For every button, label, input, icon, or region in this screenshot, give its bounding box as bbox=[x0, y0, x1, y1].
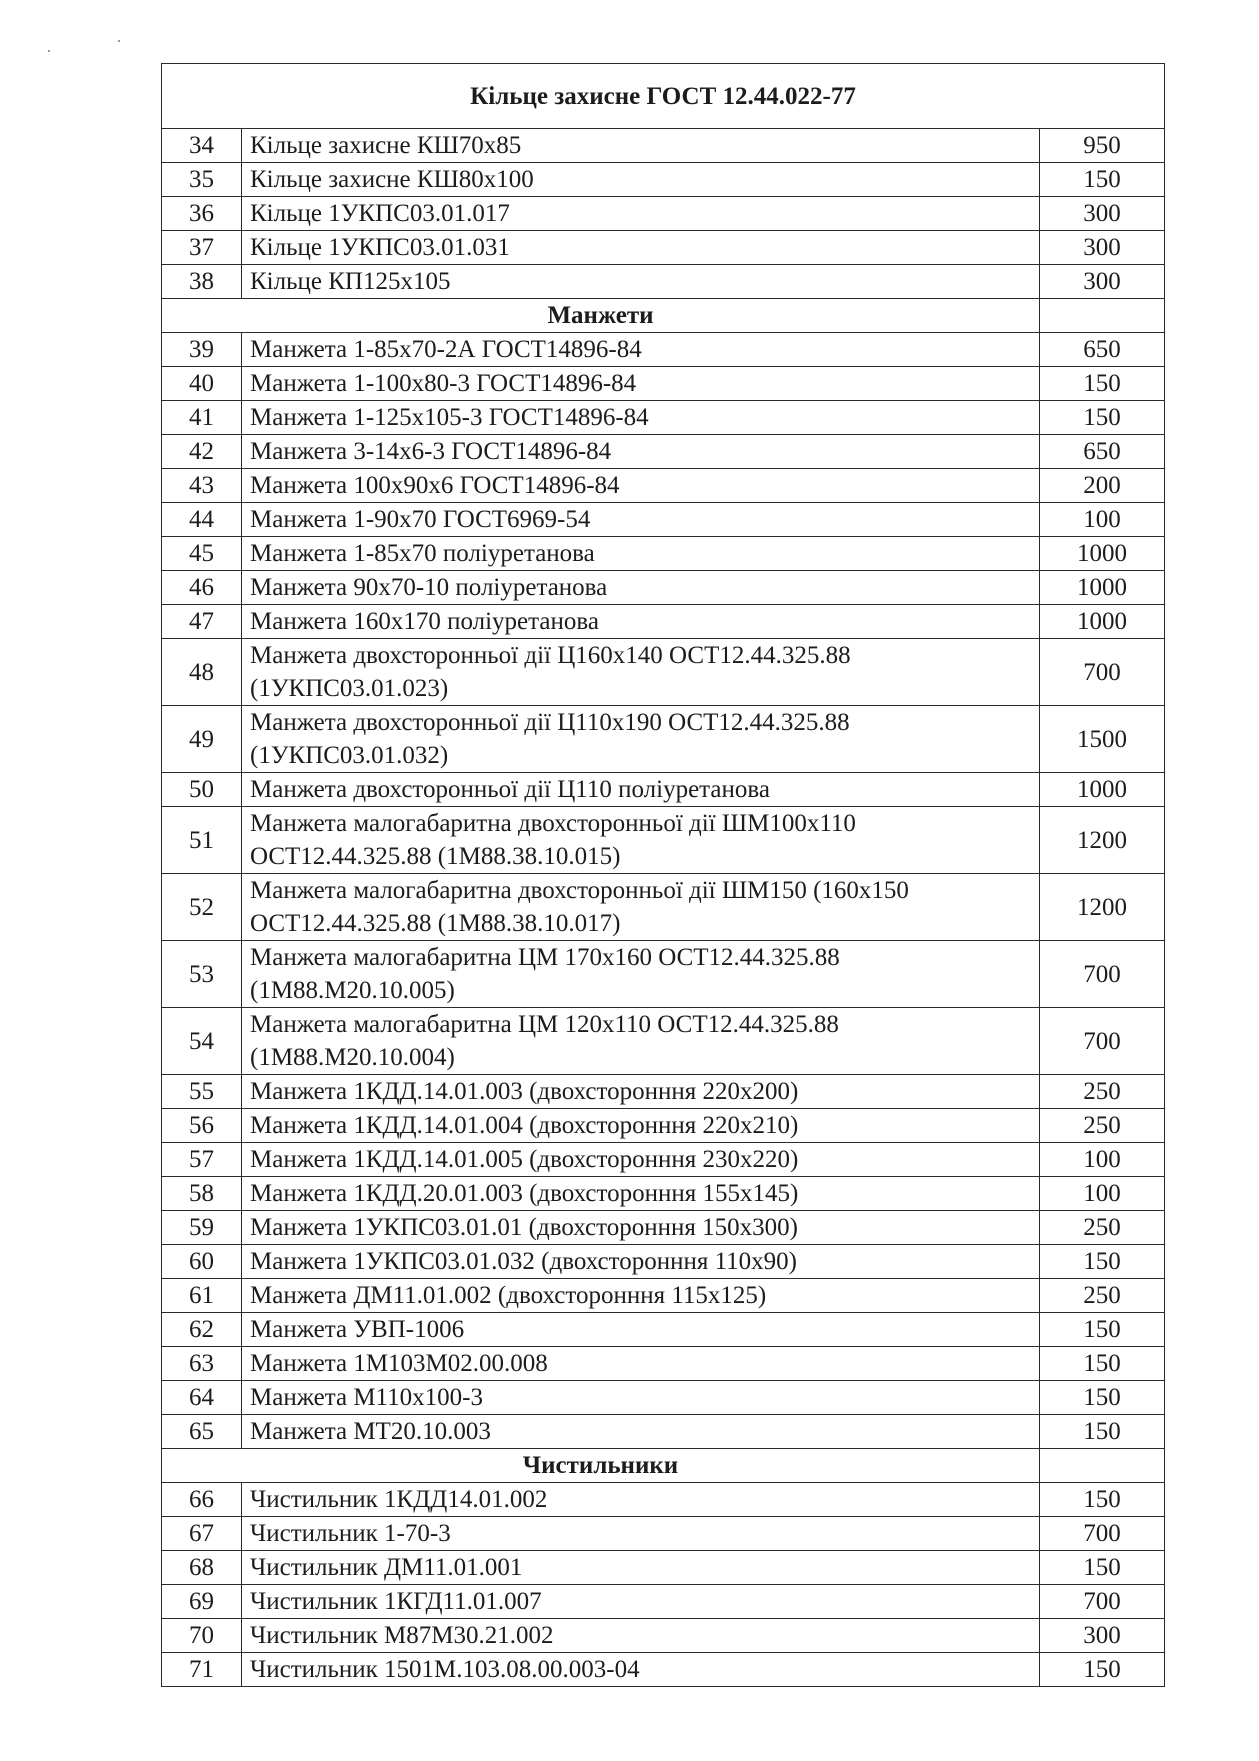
table-row bbox=[162, 333, 1165, 367]
item-name: Чистильник 1КГД11.01.007 bbox=[242, 1585, 1040, 1619]
table-row bbox=[162, 503, 1165, 537]
item-name: Манжета малогабаритна ЦМ 170х160 ОСТ12.44.325.88 (1М88.М20.10.005) bbox=[242, 941, 1040, 1008]
row-number: 58 bbox=[162, 1177, 242, 1211]
item-quantity: 1000 bbox=[1039, 537, 1164, 571]
table-row bbox=[162, 1415, 1165, 1449]
item-name: Манжета ДМ11.01.002 (двохсторонння 115х125) bbox=[242, 1279, 1040, 1313]
table-row bbox=[162, 163, 1165, 197]
item-quantity: 150 bbox=[1039, 1245, 1164, 1279]
item-name: Манжета двохсторонньої дії Ц110х190 ОСТ12.44.325.88 (1УКПС03.01.032) bbox=[242, 706, 1040, 773]
table-row bbox=[162, 874, 1165, 941]
item-name: Манжета 160х170 поліуретанова bbox=[242, 605, 1040, 639]
row-number: 50 bbox=[162, 773, 242, 807]
item-quantity: 1200 bbox=[1039, 807, 1164, 874]
item-quantity: 1000 bbox=[1039, 773, 1164, 807]
table-row bbox=[162, 435, 1165, 469]
item-quantity: 950 bbox=[1039, 129, 1164, 163]
row-number: 57 bbox=[162, 1143, 242, 1177]
table-row bbox=[162, 537, 1165, 571]
row-number: 40 bbox=[162, 367, 242, 401]
row-number: 43 bbox=[162, 469, 242, 503]
item-name: Манжета малогабаритна двохсторонньої дії ШМ100х110 ОСТ12.44.325.88 (1М88.38.10.015) bbox=[242, 807, 1040, 874]
item-name: Манжета 1КДД.14.01.003 (двохсторонння 220х200) bbox=[242, 1075, 1040, 1109]
item-name: Чистильник М87М30.21.002 bbox=[242, 1619, 1040, 1653]
table-row bbox=[162, 1551, 1165, 1585]
item-quantity: 250 bbox=[1039, 1109, 1164, 1143]
item-quantity: 150 bbox=[1039, 1381, 1164, 1415]
item-quantity: 100 bbox=[1039, 1143, 1164, 1177]
item-quantity: 150 bbox=[1039, 367, 1164, 401]
row-number: 38 bbox=[162, 265, 242, 299]
item-quantity: 250 bbox=[1039, 1075, 1164, 1109]
table-row bbox=[162, 1313, 1165, 1347]
section-row bbox=[162, 299, 1165, 333]
table-row bbox=[162, 1279, 1165, 1313]
item-name: Манжета 1УКПС03.01.032 (двохсторонння 110х90) bbox=[242, 1245, 1040, 1279]
item-quantity: 700 bbox=[1039, 1585, 1164, 1619]
section-heading: Чистильники bbox=[162, 1449, 1040, 1483]
row-number: 36 bbox=[162, 197, 242, 231]
item-name: Манжета 1-85х70-2А ГОСТ14896-84 bbox=[242, 333, 1040, 367]
item-name: Манжета малогабаритна ЦМ 120х110 ОСТ12.44.325.88 (1М88.М20.10.004) bbox=[242, 1008, 1040, 1075]
item-quantity: 300 bbox=[1039, 197, 1164, 231]
table-row bbox=[162, 807, 1165, 874]
item-quantity: 700 bbox=[1039, 1008, 1164, 1075]
item-name: Кільце захисне КШ80х100 bbox=[242, 163, 1040, 197]
item-quantity: 200 bbox=[1039, 469, 1164, 503]
table-row bbox=[162, 1347, 1165, 1381]
table-row bbox=[162, 469, 1165, 503]
table-row bbox=[162, 706, 1165, 773]
item-name: Манжета М110х100-3 bbox=[242, 1381, 1040, 1415]
item-quantity: 1000 bbox=[1039, 605, 1164, 639]
table-row bbox=[162, 197, 1165, 231]
item-quantity: 150 bbox=[1039, 401, 1164, 435]
item-name: Манжета 1КДД.20.01.003 (двохсторонння 155х145) bbox=[242, 1177, 1040, 1211]
item-name: Манжета 90х70-10 поліуретанова bbox=[242, 571, 1040, 605]
table-row bbox=[162, 231, 1165, 265]
table-row bbox=[162, 1517, 1165, 1551]
item-quantity: 650 bbox=[1039, 435, 1164, 469]
table-row bbox=[162, 1177, 1165, 1211]
row-number: 71 bbox=[162, 1653, 242, 1687]
row-number: 65 bbox=[162, 1415, 242, 1449]
table-row bbox=[162, 571, 1165, 605]
row-number: 63 bbox=[162, 1347, 242, 1381]
row-number: 34 bbox=[162, 129, 242, 163]
item-quantity: 300 bbox=[1039, 265, 1164, 299]
parts-table bbox=[161, 63, 1165, 1687]
item-name: Манжета 3-14х6-3 ГОСТ14896-84 bbox=[242, 435, 1040, 469]
row-number: 70 bbox=[162, 1619, 242, 1653]
table-row bbox=[162, 1245, 1165, 1279]
row-number: 52 bbox=[162, 874, 242, 941]
item-name: Кільце 1УКПС03.01.031 bbox=[242, 231, 1040, 265]
row-number: 35 bbox=[162, 163, 242, 197]
row-number: 67 bbox=[162, 1517, 242, 1551]
table-row bbox=[162, 1653, 1165, 1687]
row-number: 51 bbox=[162, 807, 242, 874]
table-row bbox=[162, 639, 1165, 706]
table-row bbox=[162, 401, 1165, 435]
item-quantity: 150 bbox=[1039, 1653, 1164, 1687]
row-number: 45 bbox=[162, 537, 242, 571]
table-row bbox=[162, 773, 1165, 807]
item-quantity: 150 bbox=[1039, 1483, 1164, 1517]
row-number: 53 bbox=[162, 941, 242, 1008]
row-number: 60 bbox=[162, 1245, 242, 1279]
row-number: 59 bbox=[162, 1211, 242, 1245]
table-row bbox=[162, 1211, 1165, 1245]
item-quantity: 700 bbox=[1039, 1517, 1164, 1551]
row-number: 64 bbox=[162, 1381, 242, 1415]
row-number: 41 bbox=[162, 401, 242, 435]
item-name: Манжета двохсторонньої дії Ц110 поліуретанова bbox=[242, 773, 1040, 807]
row-number: 42 bbox=[162, 435, 242, 469]
item-name: Чистильник 1КДД14.01.002 bbox=[242, 1483, 1040, 1517]
item-name: Кільце КП125х105 bbox=[242, 265, 1040, 299]
table-title: Кільце захисне ГОСТ 12.44.022-77 bbox=[162, 64, 1165, 129]
row-number: 48 bbox=[162, 639, 242, 706]
item-name: Манжета малогабаритна двохсторонньої дії ШМ150 (160х150 ОСТ12.44.325.88 (1М88.38.10.017) bbox=[242, 874, 1040, 941]
item-name: Манжета МТ20.10.003 bbox=[242, 1415, 1040, 1449]
item-quantity: 100 bbox=[1039, 1177, 1164, 1211]
table-row bbox=[162, 1109, 1165, 1143]
item-quantity: 150 bbox=[1039, 163, 1164, 197]
table-row bbox=[162, 605, 1165, 639]
table-row bbox=[162, 129, 1165, 163]
table-row bbox=[162, 265, 1165, 299]
scan-speck bbox=[118, 40, 120, 42]
row-number: 47 bbox=[162, 605, 242, 639]
row-number: 61 bbox=[162, 1279, 242, 1313]
row-number: 37 bbox=[162, 231, 242, 265]
item-quantity: 700 bbox=[1039, 941, 1164, 1008]
item-name: Чистильник 1501М.103.08.00.003-04 bbox=[242, 1653, 1040, 1687]
table-row bbox=[162, 1619, 1165, 1653]
item-name: Чистильник 1-70-3 bbox=[242, 1517, 1040, 1551]
scan-speck bbox=[48, 50, 50, 52]
item-quantity: 300 bbox=[1039, 231, 1164, 265]
section-empty-cell bbox=[1039, 1449, 1164, 1483]
item-name: Кільце захисне КШ70х85 bbox=[242, 129, 1040, 163]
row-number: 68 bbox=[162, 1551, 242, 1585]
item-quantity: 250 bbox=[1039, 1279, 1164, 1313]
item-name: Манжета 1-100х80-3 ГОСТ14896-84 bbox=[242, 367, 1040, 401]
item-name: Манжета двохсторонньої дії Ц160х140 ОСТ12.44.325.88 (1УКПС03.01.023) bbox=[242, 639, 1040, 706]
row-number: 69 bbox=[162, 1585, 242, 1619]
item-name: Манжета 1КДД.14.01.004 (двохсторонння 220х210) bbox=[242, 1109, 1040, 1143]
item-name: Манжета 100х90х6 ГОСТ14896-84 bbox=[242, 469, 1040, 503]
table-row bbox=[162, 941, 1165, 1008]
item-name: Чистильник ДМ11.01.001 bbox=[242, 1551, 1040, 1585]
table-row bbox=[162, 1483, 1165, 1517]
item-name: Манжета 1М103М02.00.008 bbox=[242, 1347, 1040, 1381]
item-name: Манжета 1УКПС03.01.01 (двохсторонння 150х300) bbox=[242, 1211, 1040, 1245]
table-row bbox=[162, 1075, 1165, 1109]
item-quantity: 150 bbox=[1039, 1347, 1164, 1381]
item-quantity: 1000 bbox=[1039, 571, 1164, 605]
item-quantity: 100 bbox=[1039, 503, 1164, 537]
item-quantity: 700 bbox=[1039, 639, 1164, 706]
item-name: Манжета УВП-1006 bbox=[242, 1313, 1040, 1347]
row-number: 62 bbox=[162, 1313, 242, 1347]
row-number: 56 bbox=[162, 1109, 242, 1143]
item-name: Манжета 1-85х70 поліуретанова bbox=[242, 537, 1040, 571]
item-quantity: 250 bbox=[1039, 1211, 1164, 1245]
item-name: Манжета 1-90х70 ГОСТ6969-54 bbox=[242, 503, 1040, 537]
item-quantity: 1200 bbox=[1039, 874, 1164, 941]
item-quantity: 1500 bbox=[1039, 706, 1164, 773]
table-row bbox=[162, 1585, 1165, 1619]
row-number: 55 bbox=[162, 1075, 242, 1109]
row-number: 66 bbox=[162, 1483, 242, 1517]
section-row bbox=[162, 1449, 1165, 1483]
table-row bbox=[162, 1381, 1165, 1415]
item-name: Кільце 1УКПС03.01.017 bbox=[242, 197, 1040, 231]
item-quantity: 300 bbox=[1039, 1619, 1164, 1653]
item-name: Манжета 1-125х105-3 ГОСТ14896-84 bbox=[242, 401, 1040, 435]
parts-table-body bbox=[162, 64, 1165, 1687]
item-name: Манжета 1КДД.14.01.005 (двохсторонння 230х220) bbox=[242, 1143, 1040, 1177]
section-empty-cell bbox=[1039, 299, 1164, 333]
table-row bbox=[162, 1143, 1165, 1177]
item-quantity: 150 bbox=[1039, 1551, 1164, 1585]
row-number: 49 bbox=[162, 706, 242, 773]
row-number: 44 bbox=[162, 503, 242, 537]
row-number: 46 bbox=[162, 571, 242, 605]
table-title-row bbox=[162, 64, 1165, 129]
row-number: 39 bbox=[162, 333, 242, 367]
table-row bbox=[162, 367, 1165, 401]
item-quantity: 150 bbox=[1039, 1313, 1164, 1347]
row-number: 54 bbox=[162, 1008, 242, 1075]
item-quantity: 150 bbox=[1039, 1415, 1164, 1449]
item-quantity: 650 bbox=[1039, 333, 1164, 367]
table-row bbox=[162, 1008, 1165, 1075]
section-heading: Манжети bbox=[162, 299, 1040, 333]
